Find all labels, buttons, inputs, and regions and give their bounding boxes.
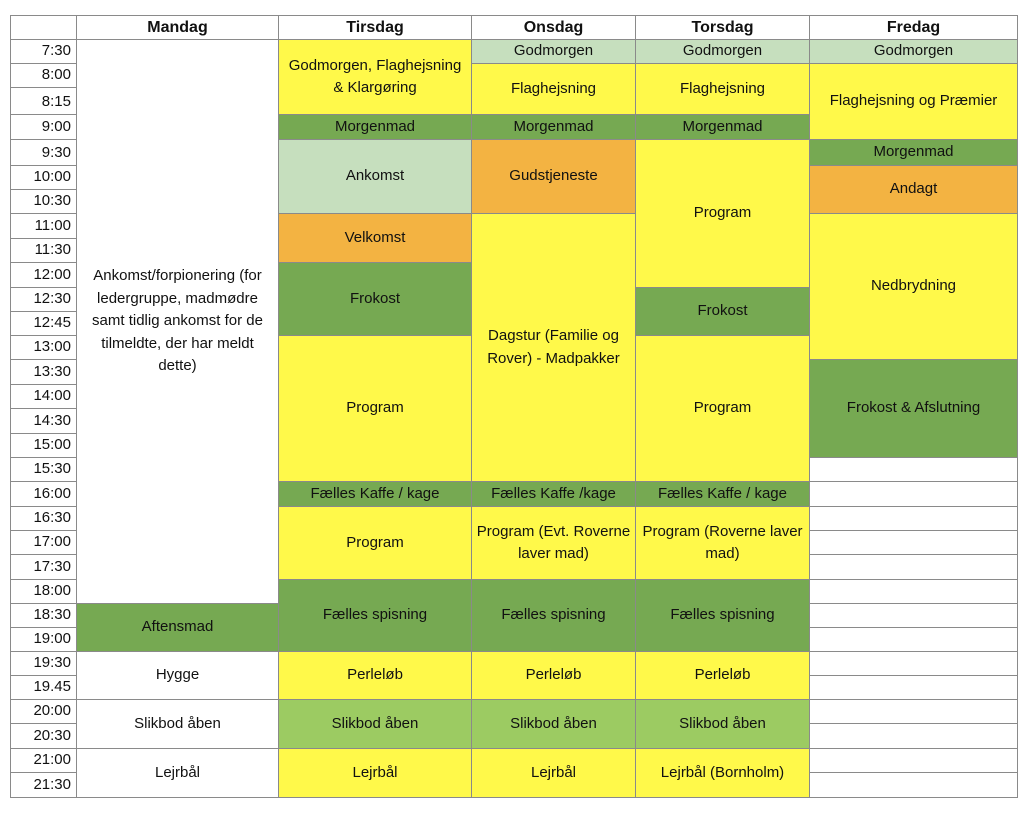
event-tirsdag-perlelob[interactable]: Perleløb [278, 651, 472, 700]
event-torsdag-flag[interactable]: Flaghejsning [635, 63, 810, 115]
event-fredag-flag[interactable]: Flaghejsning og Præmier [809, 63, 1018, 140]
time-cell[interactable]: 12:00 [10, 262, 77, 288]
event-torsdag-frokost[interactable]: Frokost [635, 287, 810, 336]
event-torsdag-program3[interactable]: Program (Roverne laver mad) [635, 506, 810, 580]
event-onsdag-dagstur[interactable]: Dagstur (Familie og Rover) - Madpakker [471, 213, 636, 482]
time-cell[interactable]: 18:30 [10, 603, 77, 628]
event-tirsdag-slikbod[interactable]: Slikbod åben [278, 699, 472, 749]
time-cell[interactable]: 18:00 [10, 579, 77, 604]
event-tirsdag-velkomst[interactable]: Velkomst [278, 213, 472, 263]
empty-cell[interactable] [809, 675, 1018, 700]
empty-cell[interactable] [809, 579, 1018, 604]
time-cell[interactable]: 14:00 [10, 384, 77, 409]
time-cell[interactable]: 13:00 [10, 335, 77, 360]
time-cell[interactable]: 8:00 [10, 63, 77, 88]
time-cell[interactable]: 9:30 [10, 139, 77, 166]
event-tirsdag-program2[interactable]: Program [278, 506, 472, 580]
event-onsdag-godmorgen[interactable]: Godmorgen [471, 39, 636, 64]
event-onsdag-program[interactable]: Program (Evt. Roverne laver mad) [471, 506, 636, 580]
event-fredag-nedbrydning[interactable]: Nedbrydning [809, 213, 1018, 360]
empty-cell[interactable] [809, 603, 1018, 628]
day-header-tirsdag[interactable]: Tirsdag [278, 15, 472, 40]
event-onsdag-slikbod[interactable]: Slikbod åben [471, 699, 636, 749]
empty-cell[interactable] [809, 530, 1018, 555]
time-cell[interactable]: 17:30 [10, 554, 77, 580]
time-cell[interactable]: 10:00 [10, 165, 77, 190]
event-onsdag-spisning[interactable]: Fælles spisning [471, 579, 636, 652]
event-fredag-godmorgen[interactable]: Godmorgen [809, 39, 1018, 64]
event-tirsdag-godmorgen[interactable]: Godmorgen, Flaghejsning & Klargøring [278, 39, 472, 115]
event-torsdag-program[interactable]: Program [635, 139, 810, 288]
event-mandag-hygge[interactable]: Hygge [76, 651, 279, 700]
time-cell[interactable]: 19.45 [10, 675, 77, 700]
event-onsdag-morgenmad[interactable]: Morgenmad [471, 114, 636, 140]
time-cell[interactable]: 9:00 [10, 114, 77, 140]
empty-cell[interactable] [809, 457, 1018, 482]
time-cell[interactable]: 11:30 [10, 238, 77, 263]
day-header-torsdag[interactable]: Torsdag [635, 15, 810, 40]
empty-cell[interactable] [809, 699, 1018, 724]
time-cell[interactable]: 15:30 [10, 457, 77, 482]
event-tirsdag-ankomst[interactable]: Ankomst [278, 139, 472, 214]
event-tirsdag-morgenmad[interactable]: Morgenmad [278, 114, 472, 140]
event-onsdag-perlelob[interactable]: Perleløb [471, 651, 636, 700]
event-torsdag-lejrbal[interactable]: Lejrbål (Bornholm) [635, 748, 810, 798]
event-torsdag-godmorgen[interactable]: Godmorgen [635, 39, 810, 64]
time-cell[interactable]: 12:30 [10, 287, 77, 312]
time-cell[interactable]: 10:30 [10, 189, 77, 214]
time-cell[interactable]: 11:00 [10, 213, 77, 239]
empty-cell[interactable] [809, 506, 1018, 531]
event-fredag-frokost[interactable]: Frokost & Afslutning [809, 359, 1018, 458]
event-torsdag-perlelob[interactable]: Perleløb [635, 651, 810, 700]
time-cell[interactable]: 19:30 [10, 651, 77, 676]
time-cell[interactable]: 21:30 [10, 772, 77, 798]
event-tirsdag-kaffe[interactable]: Fælles Kaffe / kage [278, 481, 472, 507]
event-tirsdag-frokost[interactable]: Frokost [278, 262, 472, 336]
event-tirsdag-lejrbal[interactable]: Lejrbål [278, 748, 472, 798]
event-onsdag-lejrbal[interactable]: Lejrbål [471, 748, 636, 798]
event-mandag-slikbod[interactable]: Slikbod åben [76, 699, 279, 749]
empty-cell[interactable] [809, 723, 1018, 749]
event-torsdag-kaffe[interactable]: Fælles Kaffe / kage [635, 481, 810, 507]
empty-cell[interactable] [809, 627, 1018, 652]
day-header-onsdag[interactable]: Onsdag [471, 15, 636, 40]
time-cell[interactable]: 13:30 [10, 359, 77, 385]
time-cell[interactable]: 16:30 [10, 506, 77, 531]
empty-cell[interactable] [809, 748, 1018, 773]
corner-cell[interactable] [10, 15, 77, 40]
event-mandag-lejrbal[interactable]: Lejrbål [76, 748, 279, 798]
time-cell[interactable]: 14:30 [10, 408, 77, 434]
event-mandag-ankomst[interactable]: Ankomst/forpionering (for ledergruppe, madmødre samt tidlig ankomst for de tilmeldte, der har meldt dette) [76, 39, 279, 604]
time-cell[interactable]: 12:45 [10, 311, 77, 336]
event-fredag-morgenmad[interactable]: Morgenmad [809, 139, 1018, 166]
time-cell[interactable]: 8:15 [10, 87, 77, 115]
event-torsdag-program2[interactable]: Program [635, 335, 810, 482]
event-tirsdag-program[interactable]: Program [278, 335, 472, 482]
time-cell[interactable]: 19:00 [10, 627, 77, 652]
time-cell[interactable]: 15:00 [10, 433, 77, 458]
time-cell[interactable]: 7:30 [10, 39, 77, 64]
time-cell[interactable]: 17:00 [10, 530, 77, 555]
event-torsdag-spisning[interactable]: Fælles spisning [635, 579, 810, 652]
time-cell[interactable]: 16:00 [10, 481, 77, 507]
empty-cell[interactable] [809, 772, 1018, 798]
day-header-fredag[interactable]: Fredag [809, 15, 1018, 40]
event-onsdag-flag[interactable]: Flaghejsning [471, 63, 636, 115]
time-cell[interactable]: 20:30 [10, 723, 77, 749]
event-torsdag-morgenmad[interactable]: Morgenmad [635, 114, 810, 140]
event-onsdag-kaffe[interactable]: Fælles Kaffe /kage [471, 481, 636, 507]
event-torsdag-slikbod[interactable]: Slikbod åben [635, 699, 810, 749]
event-mandag-aftensmad[interactable]: Aftensmad [76, 603, 279, 652]
time-cell[interactable]: 20:00 [10, 699, 77, 724]
empty-cell[interactable] [809, 651, 1018, 676]
day-header-mandag[interactable]: Mandag [76, 15, 279, 40]
empty-cell[interactable] [809, 481, 1018, 507]
empty-cell[interactable] [809, 554, 1018, 580]
event-fredag-andagt[interactable]: Andagt [809, 165, 1018, 214]
time-cell[interactable]: 21:00 [10, 748, 77, 773]
event-onsdag-gudstjeneste[interactable]: Gudstjeneste [471, 139, 636, 214]
event-tirsdag-spisning[interactable]: Fælles spisning [278, 579, 472, 652]
